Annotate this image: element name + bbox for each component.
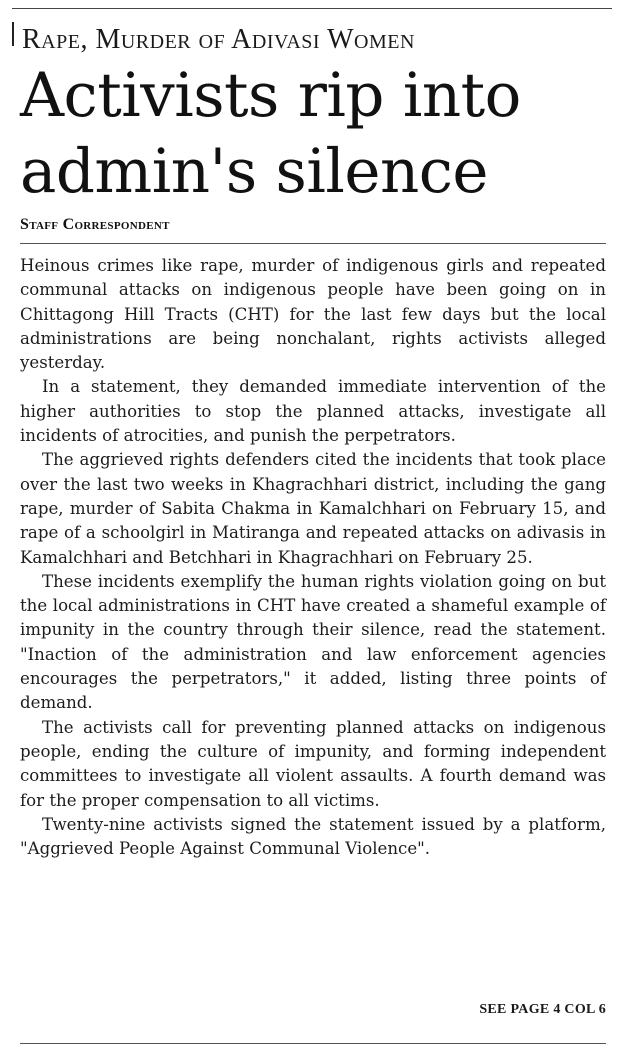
kicker: Rape, Murder of Adivasi Women (22, 24, 415, 55)
top-rule (12, 8, 612, 9)
paragraph-5: The activists call for preventing planned attacks on indigenous people, ending the culture of impunity, and forming independent committees to investigate all violent assaults. A fourth demand was for the proper compensation to all victims. (20, 717, 606, 810)
headline (20, 58, 620, 210)
kicker-rule (12, 22, 14, 46)
headline-line-1: Activists rip into (20, 60, 521, 131)
paragraph-2: In a statement, they demanded immediate intervention of the higher authorities to stop the planned attacks, investigate all incidents of atrocities, and punish the perpetrators. (20, 377, 606, 446)
paragraph-4: These incidents exemplify the human rights violation going on but the local administrations in CHT have created a shameful example of impunity in the country through their silence, read the statement. "Inaction of the administration and law enforcement agencies encourages the perpetrators," it added, listing three points of demand. (20, 571, 606, 713)
bottom-rule (20, 1043, 606, 1044)
paragraph-6: Twenty-nine activists signed the statement issued by a platform, "Aggrieved People Against Communal Violence". (20, 814, 606, 859)
byline: Staff Correspondent (20, 216, 170, 233)
headline-line-2: admin's silence (20, 136, 488, 207)
continuation-line: SEE PAGE 4 COL 6 (479, 1002, 606, 1017)
paragraph-1: Heinous crimes like rape, murder of indigenous girls and repeated communal attacks on indigenous people have been going on in Chittagong Hill Tracts (CHT) for the last few days but the local administrations are being nonchalant, rights activists alleged yesterday. (20, 256, 606, 373)
byline-rule (20, 243, 606, 244)
article-body (20, 254, 606, 861)
paragraph-3: The aggrieved rights defenders cited the incidents that took place over the last two weeks in Khagrachhari district, including the gang rape, murder of Sabita Chakma in Kamalchhari on February 15, and rape of a schoolgirl in Matiranga and repeated attacks on adivasis in Kamalchhari and Betchhari in Khagrachhari on February 25. (20, 450, 606, 567)
